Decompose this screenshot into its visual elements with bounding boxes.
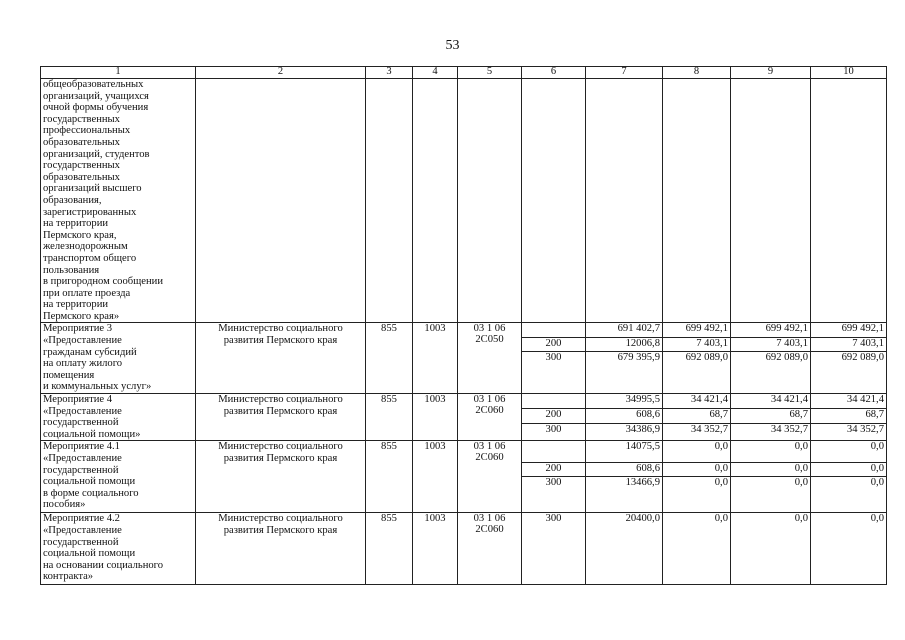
value-cell: 0,0 <box>811 477 887 513</box>
value-cell: 34 421,4 <box>811 394 887 409</box>
value-cell: 7 403,1 <box>663 337 731 351</box>
col-header: 6 <box>522 67 586 79</box>
value-cell: 0,0 <box>663 441 731 463</box>
empty-cell <box>663 79 731 323</box>
table-row <box>41 323 887 337</box>
value-cell: 68,7 <box>663 408 731 423</box>
col-header: 10 <box>811 67 887 79</box>
responsible-cell: Министерство социального развития Пермского края <box>196 394 366 441</box>
rzpr-cell: 1003 <box>413 513 458 585</box>
grbs-cell: 855 <box>366 323 413 394</box>
responsible-cell: Министерство социального развития Пермского края <box>196 513 366 585</box>
value-cell: 34 352,7 <box>811 423 887 441</box>
table-row <box>41 394 887 409</box>
value-cell: 679 395,9 <box>586 351 663 393</box>
vr-cell: 200 <box>522 337 586 351</box>
grbs-cell: 855 <box>366 441 413 513</box>
value-cell: 692 089,0 <box>811 351 887 393</box>
value-cell: 608,6 <box>586 408 663 423</box>
value-cell: 7 403,1 <box>731 337 811 351</box>
vr-cell: 200 <box>522 463 586 477</box>
vr-cell: 300 <box>522 477 586 513</box>
table-row <box>41 513 887 585</box>
row-name-cell: Мероприятие 4.2 «Предоставление государственной социальной помощи на основании социального контракта» <box>41 513 196 585</box>
value-cell: 0,0 <box>731 513 811 585</box>
vr-cell <box>522 394 586 409</box>
value-cell: 608,6 <box>586 463 663 477</box>
col-header: 8 <box>663 67 731 79</box>
empty-cell <box>458 79 522 323</box>
value-cell: 34 421,4 <box>663 394 731 409</box>
value-cell: 14075,5 <box>586 441 663 463</box>
budget-table <box>40 66 887 585</box>
value-cell: 699 492,1 <box>731 323 811 337</box>
vr-cell: 200 <box>522 408 586 423</box>
value-cell: 20400,0 <box>586 513 663 585</box>
rzpr-cell: 1003 <box>413 323 458 394</box>
col-header: 5 <box>458 67 522 79</box>
vr-cell <box>522 323 586 337</box>
page-number: 53 <box>445 38 460 53</box>
value-cell: 691 402,7 <box>586 323 663 337</box>
col-header: 4 <box>413 67 458 79</box>
value-cell: 34386,9 <box>586 423 663 441</box>
value-cell: 7 403,1 <box>811 337 887 351</box>
row-name-cell: Мероприятие 4.1 «Предоставление государственной социальной помощи в форме социального пособия» <box>41 441 196 513</box>
empty-cell <box>196 79 366 323</box>
empty-cell <box>586 79 663 323</box>
table-row <box>41 79 887 323</box>
value-cell: 0,0 <box>663 463 731 477</box>
grbs-cell: 855 <box>366 394 413 441</box>
value-cell: 34 352,7 <box>731 423 811 441</box>
value-cell: 0,0 <box>731 463 811 477</box>
vr-cell <box>522 441 586 463</box>
value-cell: 0,0 <box>663 513 731 585</box>
row-name-cell: Мероприятие 3 «Предоставление гражданам субсидий на оплату жилого помещения и коммунальных услуг» <box>41 323 196 394</box>
value-cell: 692 089,0 <box>663 351 731 393</box>
col-header: 2 <box>196 67 366 79</box>
value-cell: 12006,8 <box>586 337 663 351</box>
value-cell: 0,0 <box>811 513 887 585</box>
vr-cell: 300 <box>522 513 586 585</box>
value-cell: 13466,9 <box>586 477 663 513</box>
row-name-cell: общеобразовательных организаций, учащихся очной формы обучения государственных профессиональных образовательных организаций, студентов государственных образовательных организаций высшего образования, зарегистрированных на территории Пермского края, железнодорожным транспортом общего пользования в пригородном сообщении при оплате проезда на территории Пермского края» <box>41 79 196 323</box>
value-cell: 0,0 <box>811 441 887 463</box>
rzpr-cell: 1003 <box>413 394 458 441</box>
value-cell: 34995,5 <box>586 394 663 409</box>
vr-cell: 300 <box>522 351 586 393</box>
col-header: 7 <box>586 67 663 79</box>
responsible-cell: Министерство социального развития Пермского края <box>196 441 366 513</box>
value-cell: 699 492,1 <box>811 323 887 337</box>
value-cell: 68,7 <box>811 408 887 423</box>
csr-cell: 03 1 06 2С060 <box>458 394 522 441</box>
rzpr-cell: 1003 <box>413 441 458 513</box>
empty-cell <box>366 79 413 323</box>
value-cell: 0,0 <box>663 477 731 513</box>
col-header: 1 <box>41 67 196 79</box>
value-cell: 34 421,4 <box>731 394 811 409</box>
empty-cell <box>811 79 887 323</box>
value-cell: 68,7 <box>731 408 811 423</box>
empty-cell <box>413 79 458 323</box>
vr-cell: 300 <box>522 423 586 441</box>
table-row <box>41 441 887 463</box>
responsible-cell: Министерство социального развития Пермского края <box>196 323 366 394</box>
value-cell: 699 492,1 <box>663 323 731 337</box>
value-cell: 0,0 <box>731 477 811 513</box>
csr-cell: 03 1 06 2С060 <box>458 441 522 513</box>
value-cell: 0,0 <box>811 463 887 477</box>
row-name-cell: Мероприятие 4 «Предоставление государственной социальной помощи» <box>41 394 196 441</box>
grbs-cell: 855 <box>366 513 413 585</box>
csr-cell: 03 1 06 2С060 <box>458 513 522 585</box>
empty-cell <box>522 79 586 323</box>
value-cell: 0,0 <box>731 441 811 463</box>
empty-cell <box>731 79 811 323</box>
value-cell: 692 089,0 <box>731 351 811 393</box>
csr-cell: 03 1 06 2С050 <box>458 323 522 394</box>
col-header: 9 <box>731 67 811 79</box>
value-cell: 34 352,7 <box>663 423 731 441</box>
col-header: 3 <box>366 67 413 79</box>
header-row <box>41 67 887 79</box>
